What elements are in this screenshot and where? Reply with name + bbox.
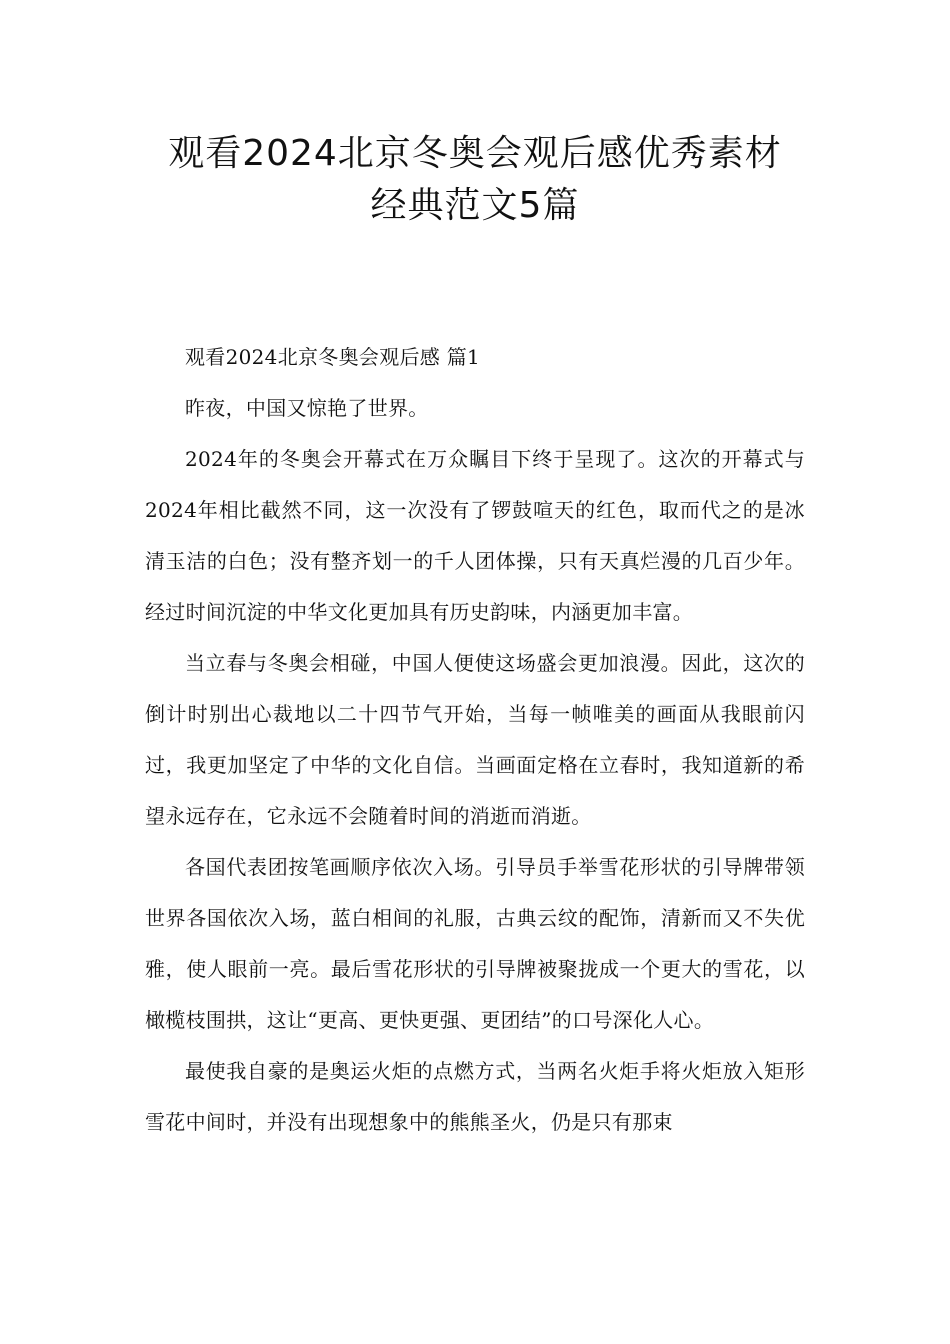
document-body [145,332,805,1148]
paragraph-1: 昨夜，中国又惊艳了世界。 [185,396,429,420]
document-title [120,128,830,232]
title-line-2: 经典范文5篇 [370,185,580,226]
paragraph-4: 各国代表团按笔画顺序依次入场。引导员手举雪花形状的引导牌带领世界各国依次入场，蓝白相间的礼服，古典云纹的配饰，清新而又不失优雅，使人眼前一亮。最后雪花形状的引导牌被聚拢成一个更大的雪花，以橄榄枝围拱，这让“更高、更快更强、更团结”的口号深化人心。 [145,855,805,1032]
section-heading: 观看2024北京冬奥会观后感 篇1 [185,345,481,369]
paragraph-2: 2024年的冬奥会开幕式在万众瞩目下终于呈现了。这次的开幕式与2024年相比截然不同，这一次没有了锣鼓喧天的红色，取而代之的是冰清玉洁的白色；没有整齐划一的千人团体操，只有天真烂漫的几百少年。经过时间沉淀的中华文化更加具有历史韵味，内涵更加丰富。 [145,447,805,624]
title-line-1: 观看2024北京冬奥会观后感优秀素材 [168,133,782,174]
paragraph-3: 当立春与冬奥会相碰，中国人便使这场盛会更加浪漫。因此，这次的倒计时别出心裁地以二十四节气开始，当每一帧唯美的画面从我眼前闪过，我更加坚定了中华的文化自信。当画面定格在立春时，我知道新的希望永远存在，它永远不会随着时间的消逝而消逝。 [145,651,805,828]
paragraph-5: 最使我自豪的是奥运火炬的点燃方式，当两名火炬手将火炬放入矩形雪花中间时，并没有出现想象中的熊熊圣火，仍是只有那束 [145,1059,805,1134]
